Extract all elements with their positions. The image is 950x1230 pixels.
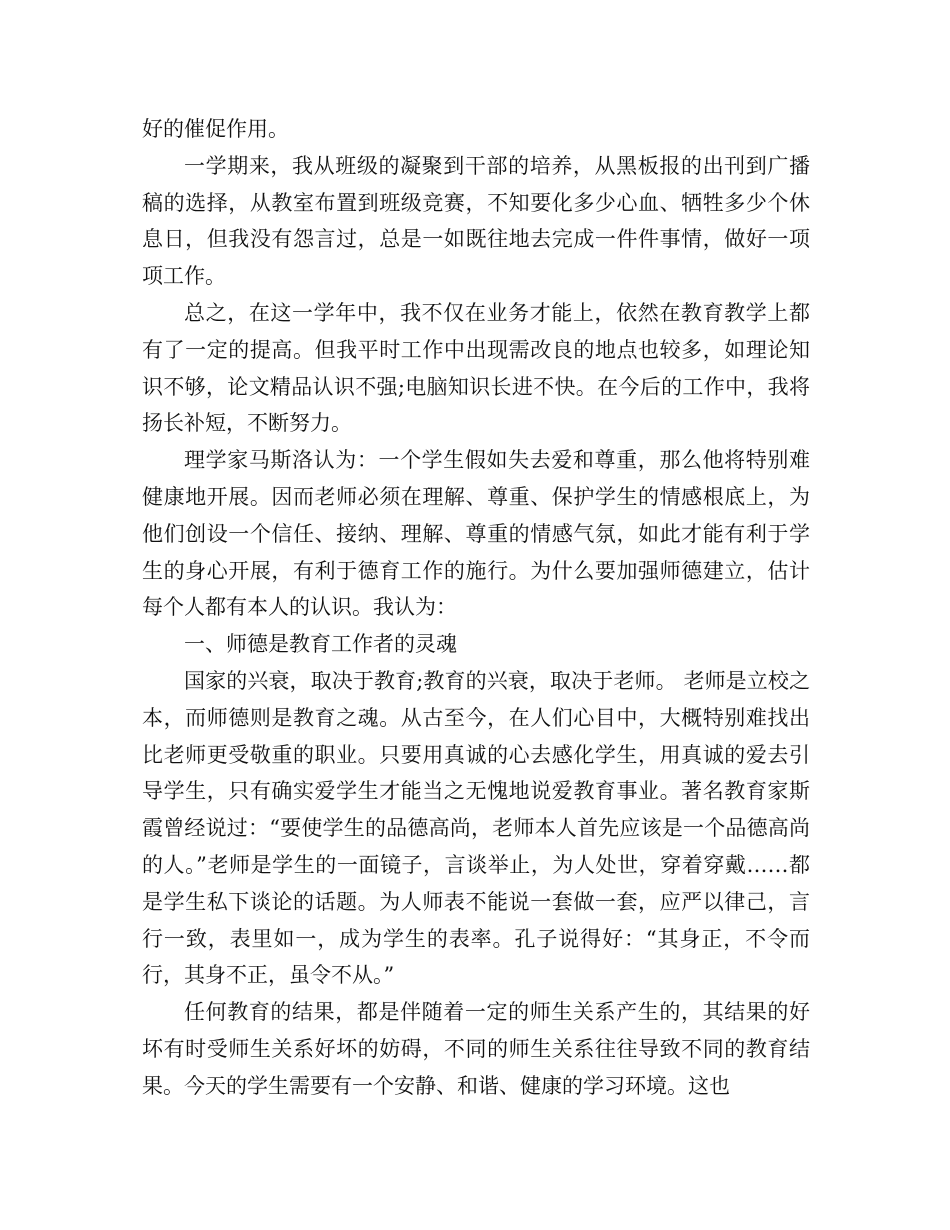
paragraph-class-work: 一学期来，我从班级的凝聚到干部的培养，从黑板报的出刊到广播稿的选择，从教室布置到班级竞赛，不知要化多少心血、牺牲多少个休息日，但我没有怨言过，总是一如既往地去完成一件件事情，做好一项项工作。 — [142, 153, 810, 289]
paragraph-teacher-student-relation: 任何教育的结果，都是伴随着一定的师生关系产生的，其结果的好坏有时受师生关系好坏的妨碍，不同的师生关系往往导致不同的教育结果。今天的学生需要有一个安静、和谐、健康的学习环境。这也 — [142, 1000, 810, 1098]
paragraph-maslow: 理学家马斯洛认为：一个学生假如失去爱和尊重，那么他将特别难健康地开展。因而老师必须在理解、尊重、保护学生的情感根底上，为他们创设一个信任、接纳、理解、尊重的情感气氛，如此才能有利于学生的身心开展，有利于德育工作的施行。为什么要加强师德建立，估计每个人都有本人的认识。我认为： — [142, 448, 810, 620]
section-heading-teacher-ethics: 一、师德是教育工作者的灵魂 — [184, 632, 457, 657]
paragraph-continuation: 好的催促作用。 — [142, 117, 289, 141]
paragraph-summary: 总之，在这一学年中，我不仅在业务才能上，依然在教育教学上都有了一定的提高。但我平时工作中出现需改良的地点也较多，如理论知识不够，论文精品认识不强;电脑知识长进不快。在今后的工作中，我将扬长补短，不断努力。 — [142, 300, 810, 436]
document-body — [142, 111, 810, 1105]
paragraph-teacher-ethics: 国家的兴衰，取决于教育;教育的兴衰，取决于老师。 老师是立校之本，而师德则是教育之魂。从古至今，在人们心目中，大概特别难找出比老师更受敬重的职业。只要用真诚的心去感化学生，用真诚的爱去引导学生，只有确实爱学生才能当之无愧地说爱教育事业。著名教育家斯霞曾经说过：“要使学生的品德高尚，老师本人首先应该是一个品德高尚的人。”老师是学生的一面镜子，言谈举止，为人处世，穿着穿戴……都是学生私下谈论的话题。为人师表不能说一套做一套，应严以律己，言行一致，表里如一，成为学生的表率。孔子说得好：“其身正，不令而行，其身不正，虽令不从。” — [142, 668, 810, 988]
